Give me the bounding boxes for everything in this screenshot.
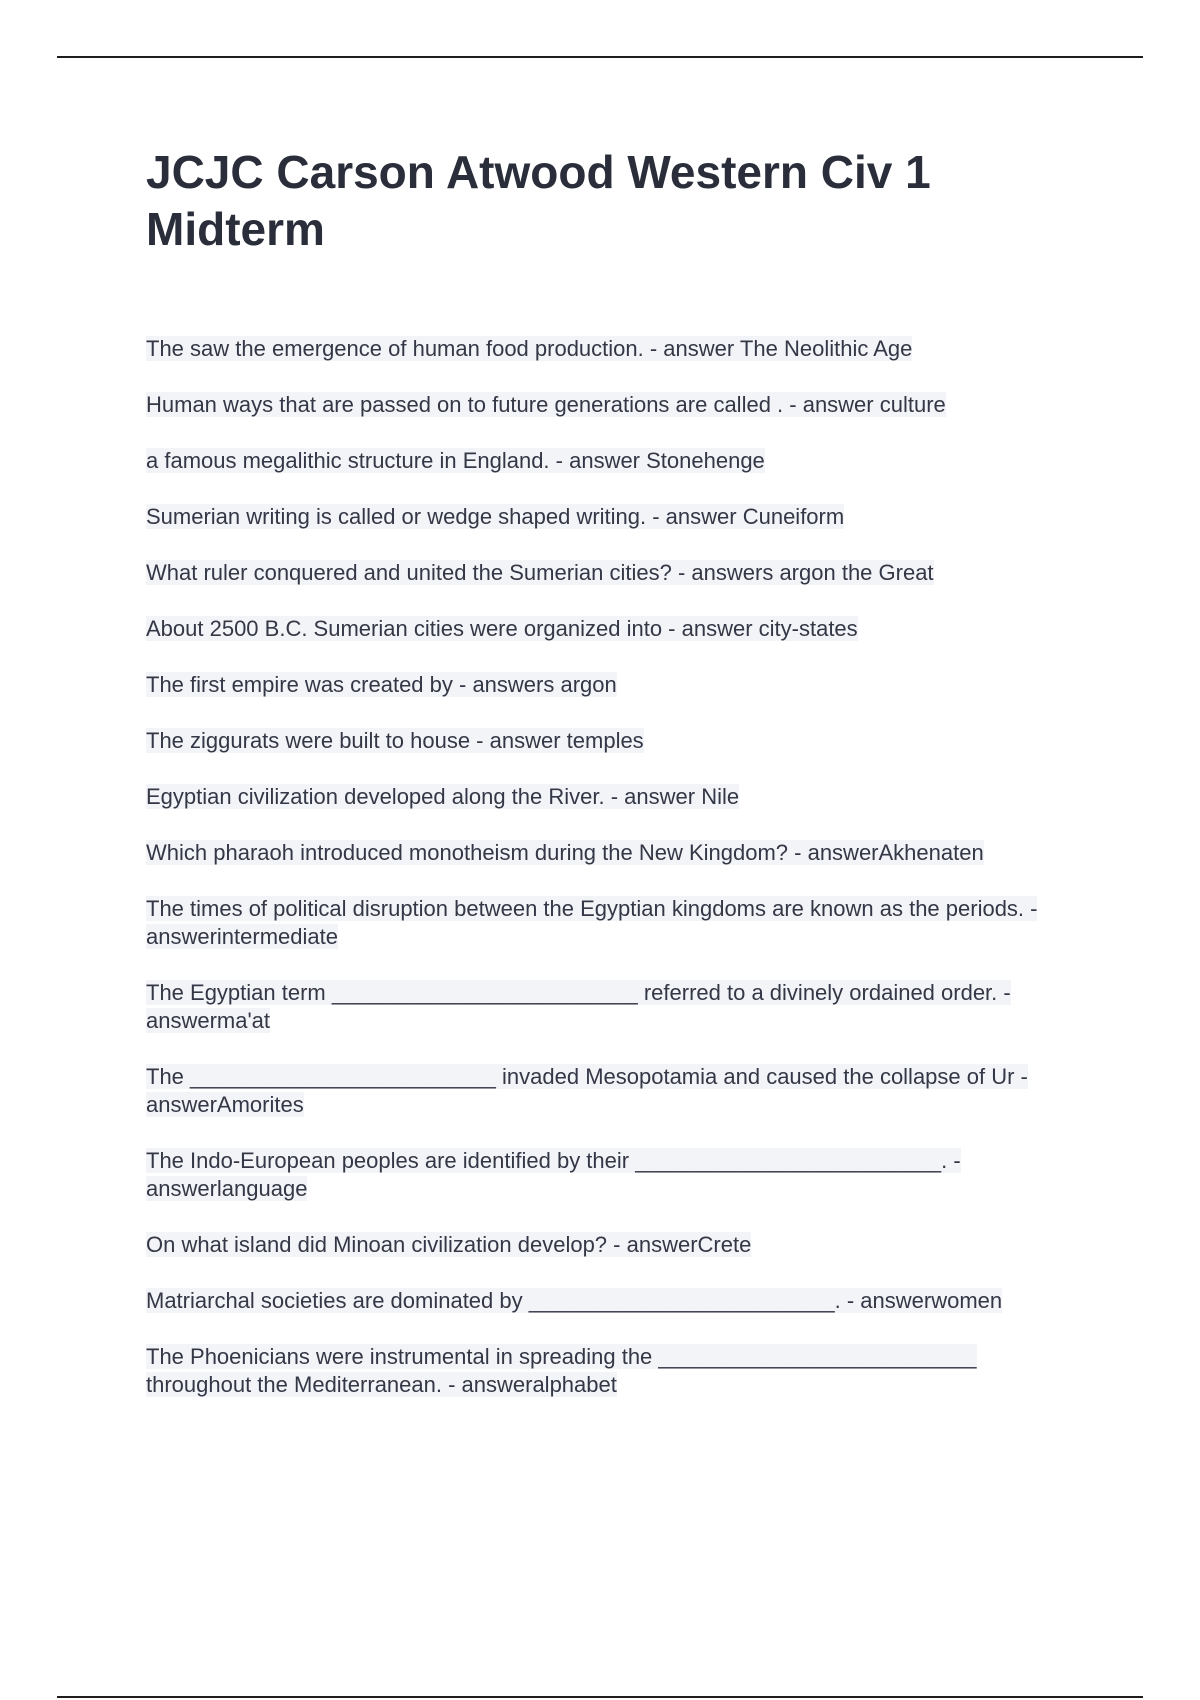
qa-item bbox=[146, 1231, 1086, 1259]
qa-item bbox=[146, 783, 1086, 811]
qa-item bbox=[146, 1287, 1086, 1315]
qa-text: Human ways that are passed on to future generations are called . - answer culture bbox=[146, 392, 946, 417]
qa-text: The Egyptian term _________________________ referred to a divinely ordained order. - answerma'at bbox=[146, 980, 1011, 1033]
qa-item bbox=[146, 503, 1086, 531]
top-rule bbox=[57, 56, 1143, 58]
qa-text: a famous megalithic structure in England. - answer Stonehenge bbox=[146, 448, 765, 473]
qa-text: The first empire was created by - answers argon bbox=[146, 672, 617, 697]
qa-item bbox=[146, 671, 1086, 699]
bottom-rule bbox=[57, 1696, 1143, 1698]
qa-text: The saw the emergence of human food production. - answer The Neolithic Age bbox=[146, 336, 913, 361]
qa-item bbox=[146, 1063, 1086, 1119]
qa-item bbox=[146, 1343, 1086, 1399]
qa-text: Egyptian civilization developed along the River. - answer Nile bbox=[146, 784, 740, 809]
qa-text: Matriarchal societies are dominated by _________________________. - answerwomen bbox=[146, 1288, 1003, 1313]
qa-item bbox=[146, 447, 1086, 475]
qa-text: The times of political disruption between the Egyptian kingdoms are known as the periods. - answerintermediate bbox=[146, 896, 1038, 949]
qa-item bbox=[146, 335, 1086, 363]
qa-item bbox=[146, 615, 1086, 643]
qa-text: The Indo-European peoples are identified by their _________________________. - answerlanguage bbox=[146, 1148, 961, 1201]
qa-text: About 2500 B.C. Sumerian cities were organized into - answer city-states bbox=[146, 616, 858, 641]
qa-text: Sumerian writing is called or wedge shaped writing. - answer Cuneiform bbox=[146, 504, 845, 529]
qa-text: The _________________________ invaded Mesopotamia and caused the collapse of Ur - answerAmorites bbox=[146, 1064, 1028, 1117]
qa-item bbox=[146, 979, 1086, 1035]
qa-item bbox=[146, 895, 1086, 951]
document-title: JCJC Carson Atwood Western Civ 1 Midterm bbox=[146, 146, 931, 255]
qa-item bbox=[146, 727, 1086, 755]
qa-text: Which pharaoh introduced monotheism during the New Kingdom? - answerAkhenaten bbox=[146, 840, 984, 865]
qa-text: What ruler conquered and united the Sumerian cities? - answers argon the Great bbox=[146, 560, 934, 585]
qa-item bbox=[146, 559, 1086, 587]
qa-text: On what island did Minoan civilization develop? - answerCrete bbox=[146, 1232, 752, 1257]
qa-text: The Phoenicians were instrumental in spreading the __________________________ throughout the Mediterranean. - answeralphabet bbox=[146, 1344, 977, 1397]
qa-item bbox=[146, 839, 1086, 867]
qa-list bbox=[146, 335, 1086, 1427]
qa-item bbox=[146, 391, 1086, 419]
qa-item bbox=[146, 1147, 1086, 1203]
qa-text: The ziggurats were built to house - answer temples bbox=[146, 728, 644, 753]
